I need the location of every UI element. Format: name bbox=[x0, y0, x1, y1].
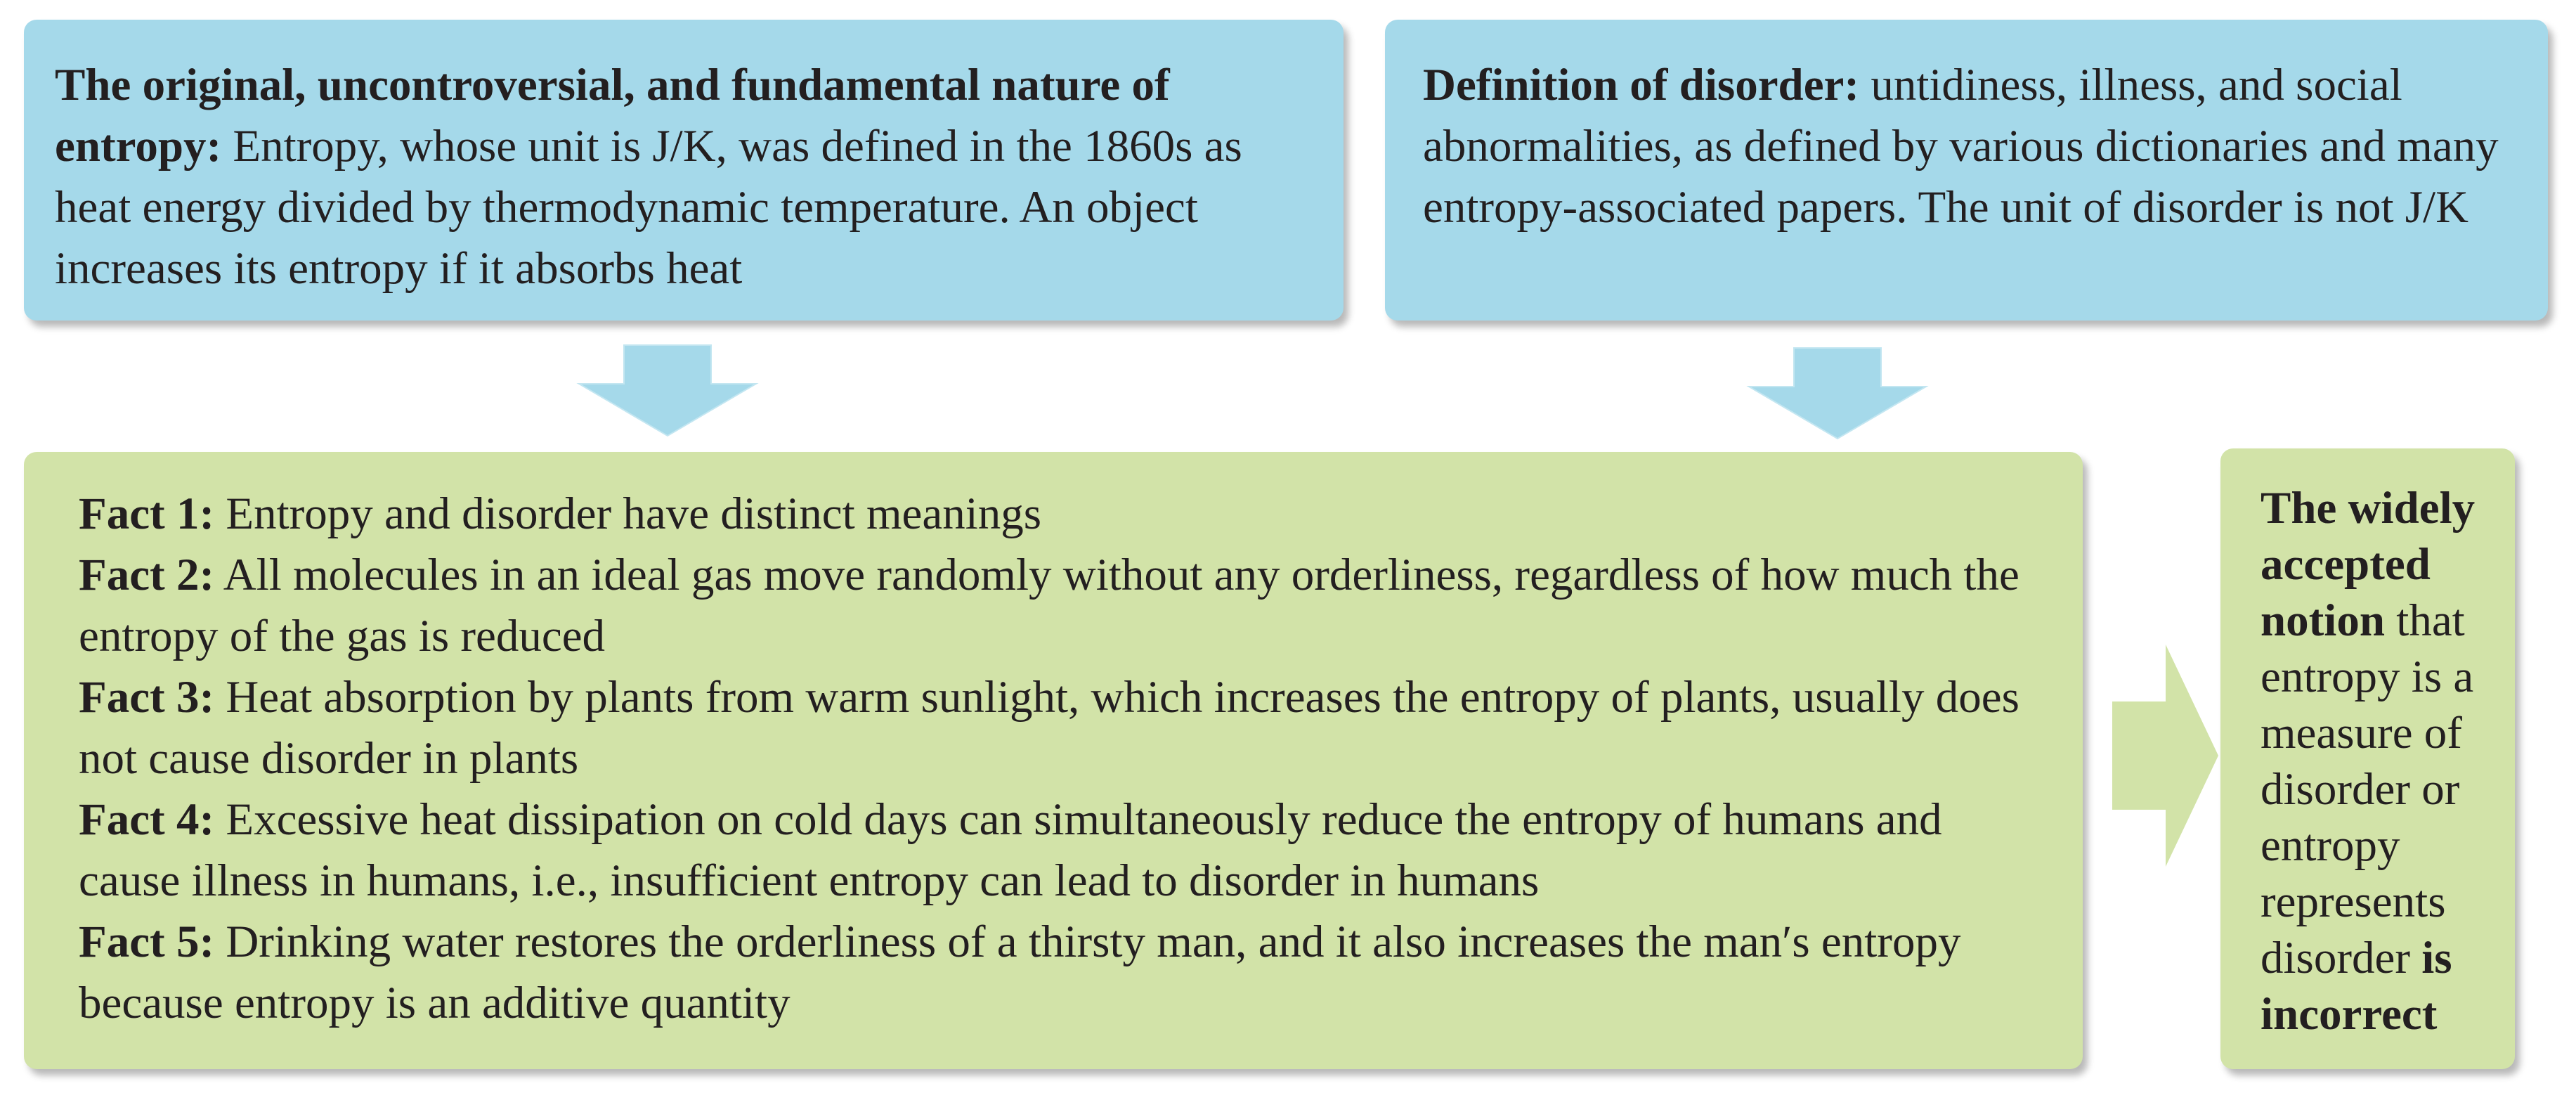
fact-label: Fact 2: bbox=[79, 550, 215, 600]
fact-text: Excessive heat dissipation on cold days can simultaneously reduce the entropy of humans and cause illness in humans, i.e., insufficient entropy can lead to disorder in humans bbox=[79, 794, 1942, 906]
fact-text: Entropy and disorder have distinct meanings bbox=[226, 489, 1042, 539]
fact-label: Fact 5: bbox=[79, 917, 215, 967]
right-arrow-icon bbox=[2108, 636, 2227, 875]
fact-item bbox=[79, 667, 2055, 789]
fact-text: Drinking water restores the orderliness of a thirsty man, and it also increases the man′s entropy because entropy is an additive quantity bbox=[79, 917, 1961, 1028]
conclusion-middle: that entropy is a measure of disorder or entropy represents disorder bbox=[2260, 595, 2474, 983]
fact-label: Fact 4: bbox=[79, 794, 215, 845]
conclusion-bold-end: is incorrect bbox=[2260, 933, 2452, 1040]
fact-label: Fact 3: bbox=[79, 672, 215, 723]
fact-text: All molecules in an ideal gas move randomly without any orderliness, regardless of how much the entropy of the gas is reduced bbox=[79, 550, 2019, 661]
disorder-definition-heading: Definition of disorder: bbox=[1423, 60, 1860, 110]
entropy-nature-box bbox=[24, 20, 1344, 321]
facts-box bbox=[24, 452, 2083, 1069]
fact-item bbox=[79, 789, 2055, 912]
entropy-nature-heading: The original, uncontroversial, and fundamental nature of entropy: bbox=[55, 60, 1170, 172]
conclusion-box bbox=[2220, 448, 2515, 1069]
down-arrow-left-icon bbox=[576, 343, 759, 441]
fact-item bbox=[79, 545, 2055, 667]
fact-item bbox=[79, 912, 2055, 1034]
fact-text: Heat absorption by plants from warm sunlight, which increases the entropy of plants, usually does not cause disorder in plants bbox=[79, 672, 2019, 784]
disorder-definition-body: untidiness, illness, and social abnormalities, as defined by various dictionaries and many entropy-associated papers. The unit of disorder is not J/K bbox=[1423, 60, 2499, 233]
fact-label: Fact 1: bbox=[79, 489, 215, 539]
conclusion-bold-start: The widely accepted notion bbox=[2260, 483, 2476, 646]
fact-item bbox=[79, 484, 2055, 545]
down-arrow-right-icon bbox=[1746, 346, 1929, 444]
entropy-nature-body: Entropy, whose unit is J/K, was defined in the 1860s as heat energy divided by thermodynamic temperature. An object increases its entropy if it absorbs heat bbox=[55, 121, 1242, 294]
disorder-definition-box bbox=[1385, 20, 2548, 321]
